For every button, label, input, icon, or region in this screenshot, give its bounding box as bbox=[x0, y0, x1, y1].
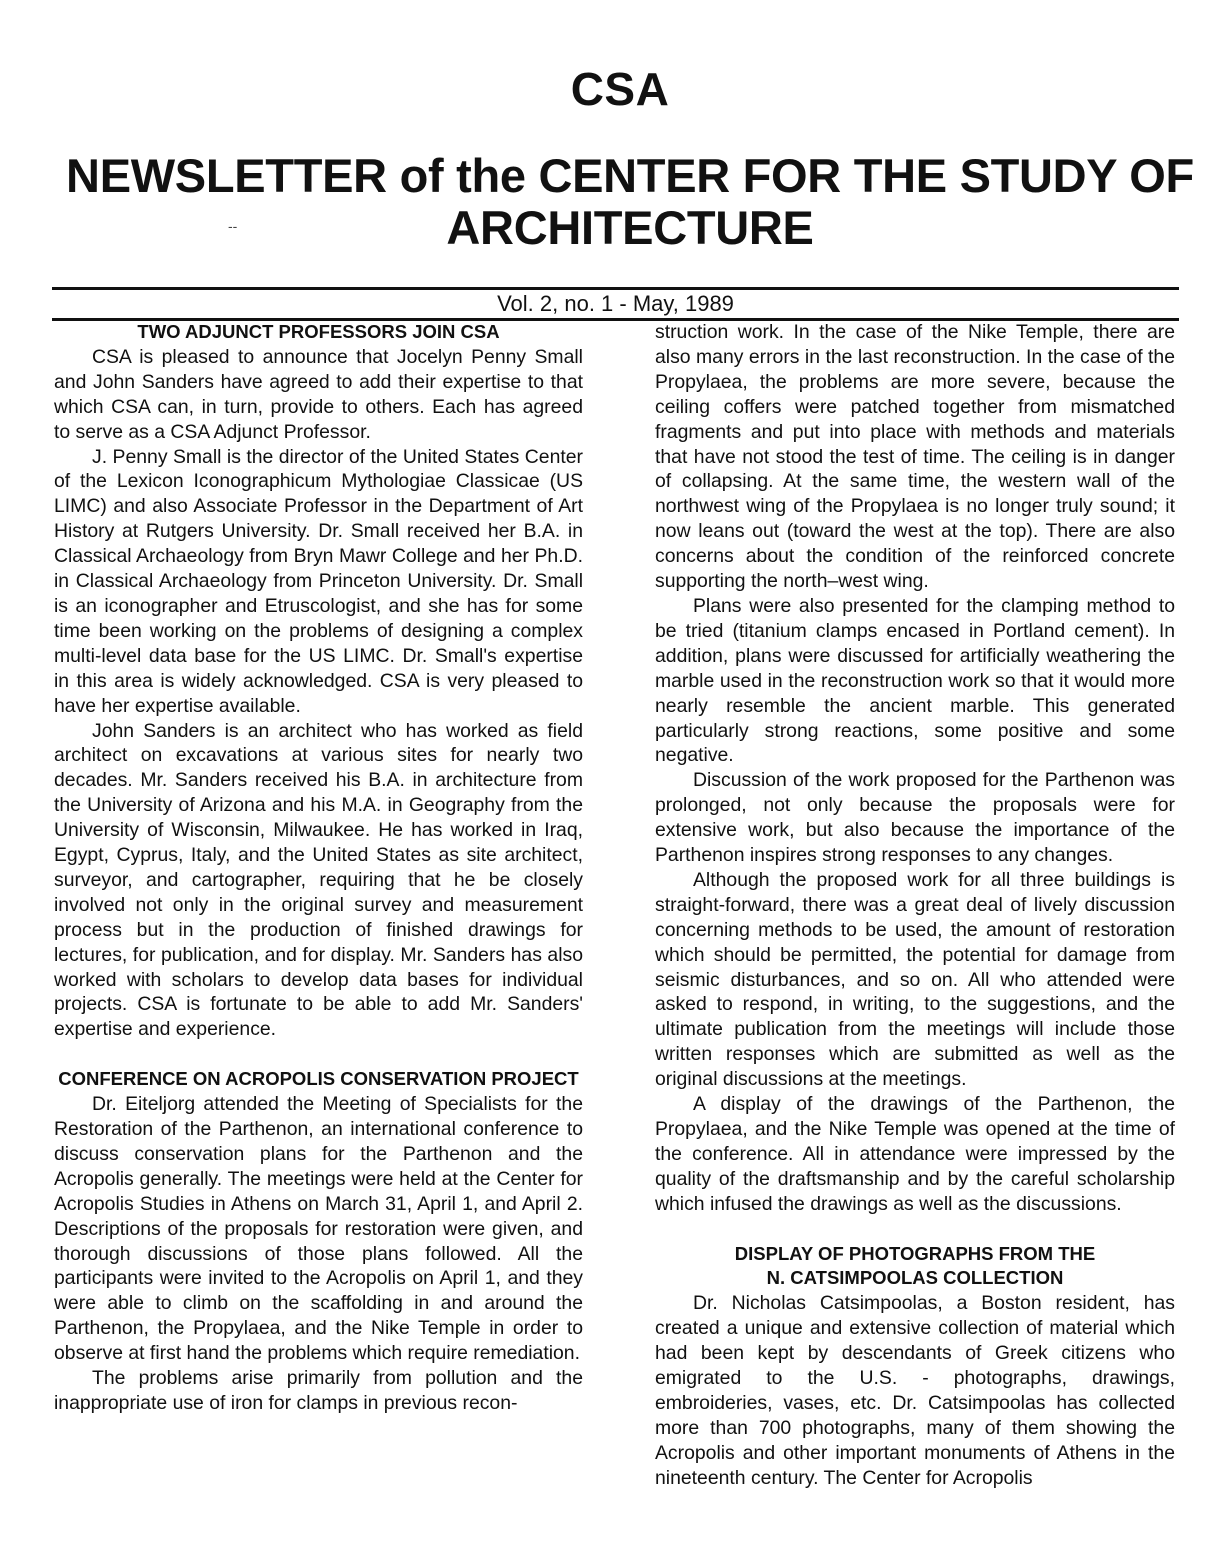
article-heading-acropolis-conference: CONFERENCE ON ACROPOLIS CONSERVATION PROJECT bbox=[58, 1068, 579, 1090]
stray-dash-mark: -- bbox=[228, 218, 238, 234]
issue-line: Vol. 2, no. 1 - May, 1989 bbox=[497, 291, 734, 316]
article-paragraph: Discussion of the work proposed for the Parthenon was prolonged, not only because the proposals were for extensive work, but also because the importance of the Parthenon inspires strong responses to any changes. bbox=[655, 769, 1175, 867]
left-column bbox=[54, 320, 583, 1416]
article-paragraph: A display of the drawings of the Parthenon, the Propylaea, and the Nike Temple was opened at the time of the conference. All in attendance were impressed by the quality of the draftsmanship and by the careful scholarship which infused the drawings as well as the discussions. bbox=[655, 1093, 1175, 1215]
article-paragraph: J. Penny Small is the director of the United States Center of the Lexicon Iconographicum Mythologiae Classicae (US LIMC) and also Associate Professor in the Department of Art History at Rutgers University. Dr. Small received her B.A. in Classical Archaeology from Bryn Mawr College and her Ph.D. in Classical Archaeology from Princeton University. Dr. Small is an iconographer and Etruscologist, and she has for some time been working on the problems of designing a complex multi-level data base for the US LIMC. Dr. Small's expertise in this area is widely acknowledged. CSA is very pleased to have her expertise available. bbox=[54, 445, 583, 717]
masthead-title: NEWSLETTER of the CENTER FOR THE STUDY OF ARCHITECTURE bbox=[66, 149, 1194, 254]
article-heading-photographs-line1: DISPLAY OF PHOTOGRAPHS FROM THE bbox=[734, 1242, 1096, 1264]
article-paragraph: Dr. Eiteljorg attended the Meeting of Specialists for the Restoration of the Parthenon, an international conference to discuss conservation plans for the Parthenon and the Acropolis generally. The meetings were held at the Center for Acropolis Studies in Athens on March 31, April 1, and April 2. Descriptions of the proposals for restoration were given, and thorough discussions of those plans followed. All the participants were invited to the Acropolis on April 1, and they were able to climb on the scaffolding in and around the Parthenon, the Propylaea, and the Nike Temple in order to observe at first hand the problems which require remediation. bbox=[54, 1093, 583, 1365]
article-paragraph-continued: struction work. In the case of the Nike Temple, there are also many errors in the last reconstruction. In the case of the Propylaea, the problems are more severe, because the ceiling coffers were patched together from mismatched fragments and put into place with methods and materials that have not stood the test of time. The ceiling is in danger of collapsing. At the same time, the western wall of the northwest wing of the Propylaea is no longer truly sound; it now leans out (toward the west at the top). There are also concerns about the condition of the reinforced concrete supporting the north–west wing. bbox=[655, 321, 1175, 593]
article-heading-photographs-line2: N. CATSIMPOOLAS COLLECTION bbox=[766, 1267, 1064, 1289]
article-paragraph: Plans were also presented for the clamping method to be tried (titanium clamps encased in Portland cement). In addition, plans were discussed for artificially weathering the marble used in the reconstruction work so that it would more nearly resemble the ancient marble. This generated particularly strong reactions, some positive and some negative. bbox=[655, 594, 1175, 767]
article-paragraph: John Sanders is an architect who has worked as field architect on excavations at various sites for nearly two decades. Mr. Sanders received his B.A. in architecture from the University of Arizona and his M.A. in Geography from the University of Wisconsin, Milwaukee. He has worked in Iraq, Egypt, Cyprus, Italy, and the United States as site architect, surveyor, and cartographer, requiring that he be closely involved not only in the original survey and measurement process but in the production of finished drawings for lectures, for publication, and for display. Mr. Sanders has also worked with scholars to develop data bases for individual projects. CSA is fortunate to be able to add Mr. Sanders' expertise and experience. bbox=[54, 719, 583, 1041]
article-heading-adjunct-professors: TWO ADJUNCT PROFESSORS JOIN CSA bbox=[137, 321, 500, 342]
article-paragraph: The problems arise primarily from pollution and the inappropriate use of iron for clamps in previous recon- bbox=[54, 1367, 583, 1414]
header-rule-top bbox=[52, 287, 1179, 290]
masthead-acronym: CSA bbox=[570, 63, 670, 115]
article-paragraph: Although the proposed work for all three buildings is straight-forward, there was a great deal of lively discussion concerning methods to be used, the amount of restoration which should be permitted, the potential for damage from seismic disturbances, and so on. All who attended were asked to respond, in writing, to the suggestions, and the ultimate publication from the meetings will include those written responses which are submitted as well as the original discussions at the meetings. bbox=[655, 868, 1175, 1091]
article-paragraph: CSA is pleased to announce that Jocelyn Penny Small and John Sanders have agreed to add their expertise to that which CSA can, in turn, provide to others. Each has agreed to serve as a CSA Adjunct Professor. bbox=[54, 345, 583, 443]
section-gap bbox=[655, 1217, 1175, 1242]
right-column bbox=[655, 320, 1175, 1491]
article-paragraph: Dr. Nicholas Catsimpoolas, a Boston resident, has created a unique and extensive collection of material which had been kept by descendants of Greek citizens who emigrated to the U.S. - photographs, drawings, embroideries, vases, etc. Dr. Catsimpoolas has collected more than 700 photographs, many of them showing the Acropolis and other important monuments of Athens in the nineteenth century. The Center for Acropolis bbox=[655, 1292, 1175, 1489]
section-gap bbox=[54, 1042, 583, 1067]
